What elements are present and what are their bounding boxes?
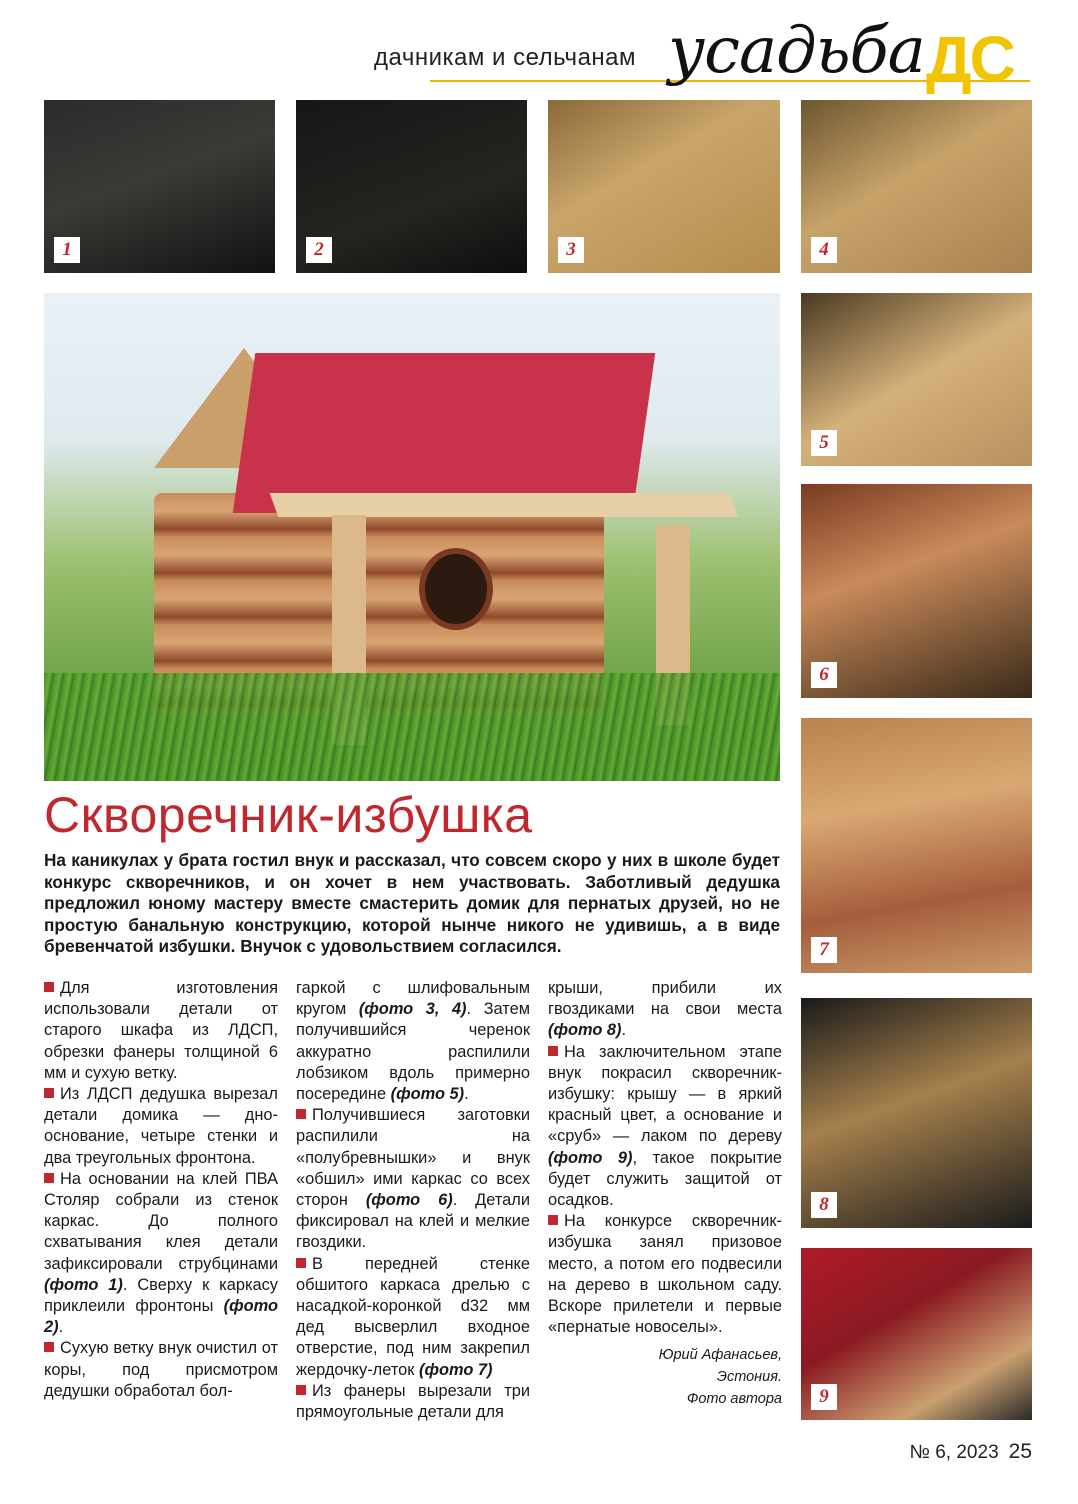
step-photo-6 bbox=[801, 484, 1032, 698]
main-birdhouse-photo bbox=[44, 293, 780, 781]
section-title: усадьба bbox=[668, 14, 925, 88]
grass bbox=[44, 673, 780, 781]
paragraph: Из ЛДСП дедушка вырезал детали домика — дно-основание, четыре стенки и два треугольных фронтона. bbox=[44, 1085, 278, 1167]
bullet-square bbox=[44, 982, 54, 992]
bullet-square bbox=[548, 1046, 558, 1056]
photo-number: 7 bbox=[811, 937, 837, 963]
author-country: Эстония. bbox=[716, 1369, 782, 1386]
paragraph: На основании на клей ПВА Столяр собрали из стенок каркас. До полного схватывания клея детали зафиксировали струбцинами (фото 1). Сверху к каркасу приклеили фронтоны (фото 2). bbox=[44, 1169, 278, 1337]
bullet-square bbox=[548, 1215, 558, 1225]
photo-number: 3 bbox=[558, 237, 584, 263]
paragraph: В передней стенке обшитого каркаса дрелью с насадкой-коронкой d32 мм дед высверлил входное отверстие, под ним закрепил жердочку-леток (фото 7) bbox=[296, 1254, 530, 1379]
magazine-logo: ДС bbox=[926, 23, 1014, 95]
photo-number: 4 bbox=[811, 237, 837, 263]
paragraph: крыши, прибили их гвоздиками на свои места (фото 8). bbox=[548, 979, 782, 1040]
paragraph: Сухую ветку внук очистил от коры, под присмотром дедушки обработал бол- bbox=[44, 1339, 278, 1400]
issue-number: № 6, 2023 bbox=[909, 1442, 999, 1463]
page-footer bbox=[910, 1440, 1032, 1464]
photo-ref: (фото 6) bbox=[365, 1191, 453, 1210]
paragraph: Из фанеры вырезали три прямоугольные детали для bbox=[296, 1381, 530, 1422]
photo-ref: (фото 8) bbox=[548, 1021, 622, 1040]
bullet-square bbox=[296, 1258, 306, 1268]
paragraph: Для изготовления использовали детали от старого шкафа из ЛДСП, обрезки фанеры толщиной 6 мм и сухую ветку. bbox=[44, 979, 278, 1082]
photo-ref: (фото 2) bbox=[44, 1297, 278, 1337]
bullet-square bbox=[44, 1342, 54, 1352]
article-lead: На каникулах у брата гостил внук и рассказал, что совсем скоро у них в школе будет конкурс скворечников, и он хочет в нем участвовать. Заботливый дедушка предложил юному мастеру вместе смастерить домик для пернатых друзей, но не простую банальную конструкцию, которой нынче никого не удивишь, а в виде бревенчатой избушки. Внучок с удовольствием согласился. bbox=[44, 850, 780, 956]
photo-ref: (фото 1) bbox=[44, 1275, 123, 1294]
bullet-square bbox=[296, 1385, 306, 1395]
photo-ref: (фото 5) bbox=[390, 1085, 465, 1104]
step-photo-9 bbox=[801, 1248, 1032, 1420]
entrance-hole bbox=[419, 548, 493, 630]
step-photo-5 bbox=[801, 293, 1032, 466]
article-headline: Скворечник-избушка bbox=[44, 787, 533, 843]
paragraph: На конкурсе скворечник-избушка занял призовое место, а потом его подвесили на дерево в школьном саду. Вскоре прилетели и первые «пернатые новоселы». bbox=[548, 1212, 782, 1337]
photo-number: 9 bbox=[811, 1384, 837, 1410]
bullet-square bbox=[44, 1173, 54, 1183]
photo-ref: (фото 7) bbox=[419, 1360, 493, 1379]
step-photo-7 bbox=[801, 718, 1032, 973]
photo-number: 1 bbox=[54, 237, 80, 263]
text-column-2 bbox=[296, 978, 530, 1423]
paragraph: Получившиеся заготовки распилили на «полубревнышки» и внук «обшил» ими каркас со всех сторон (фото 6). Детали фиксировал на клей и мелкие гвоздики. bbox=[296, 1106, 530, 1252]
photo-credit: Фото автора bbox=[686, 1391, 782, 1408]
bullet-square bbox=[296, 1109, 306, 1119]
step-photo-1 bbox=[44, 100, 275, 273]
photo-ref: (фото 3, 4) bbox=[358, 1000, 467, 1019]
text-column-1 bbox=[44, 978, 278, 1402]
birdhouse-porch-roof bbox=[270, 493, 739, 517]
author-signature bbox=[548, 1344, 782, 1410]
photo-number: 5 bbox=[811, 430, 837, 456]
text-column-3 bbox=[548, 978, 782, 1410]
photo-number: 2 bbox=[306, 237, 332, 263]
step-photo-2 bbox=[296, 100, 527, 273]
photo-ref: (фото 9) bbox=[548, 1148, 633, 1167]
photo-number: 8 bbox=[811, 1192, 837, 1218]
step-photo-8 bbox=[801, 998, 1032, 1228]
birdhouse-roof bbox=[233, 353, 655, 513]
paragraph: гаркой с шлифовальным кругом (фото 3, 4). Затем получившийся черенок аккуратно распилили лобзиком вдоль примерно посередине (фото 5). bbox=[296, 979, 530, 1104]
page-number: 25 bbox=[1008, 1440, 1032, 1463]
photo-number: 6 bbox=[811, 662, 837, 688]
section-subtitle: дачникам и сельчанам bbox=[374, 44, 637, 71]
paragraph: На заключительном этапе внук покрасил скворечник-избушку: крышу — в яркий красный цвет, а основание и «сруб» — лаком по дереву (фото 9), такое покрытие будет служить защитой от осадков. bbox=[548, 1042, 782, 1210]
bullet-square bbox=[44, 1088, 54, 1098]
step-photo-3 bbox=[548, 100, 780, 273]
step-photo-4 bbox=[801, 100, 1032, 273]
author-name: Юрий Афанасьев, bbox=[658, 1347, 782, 1364]
